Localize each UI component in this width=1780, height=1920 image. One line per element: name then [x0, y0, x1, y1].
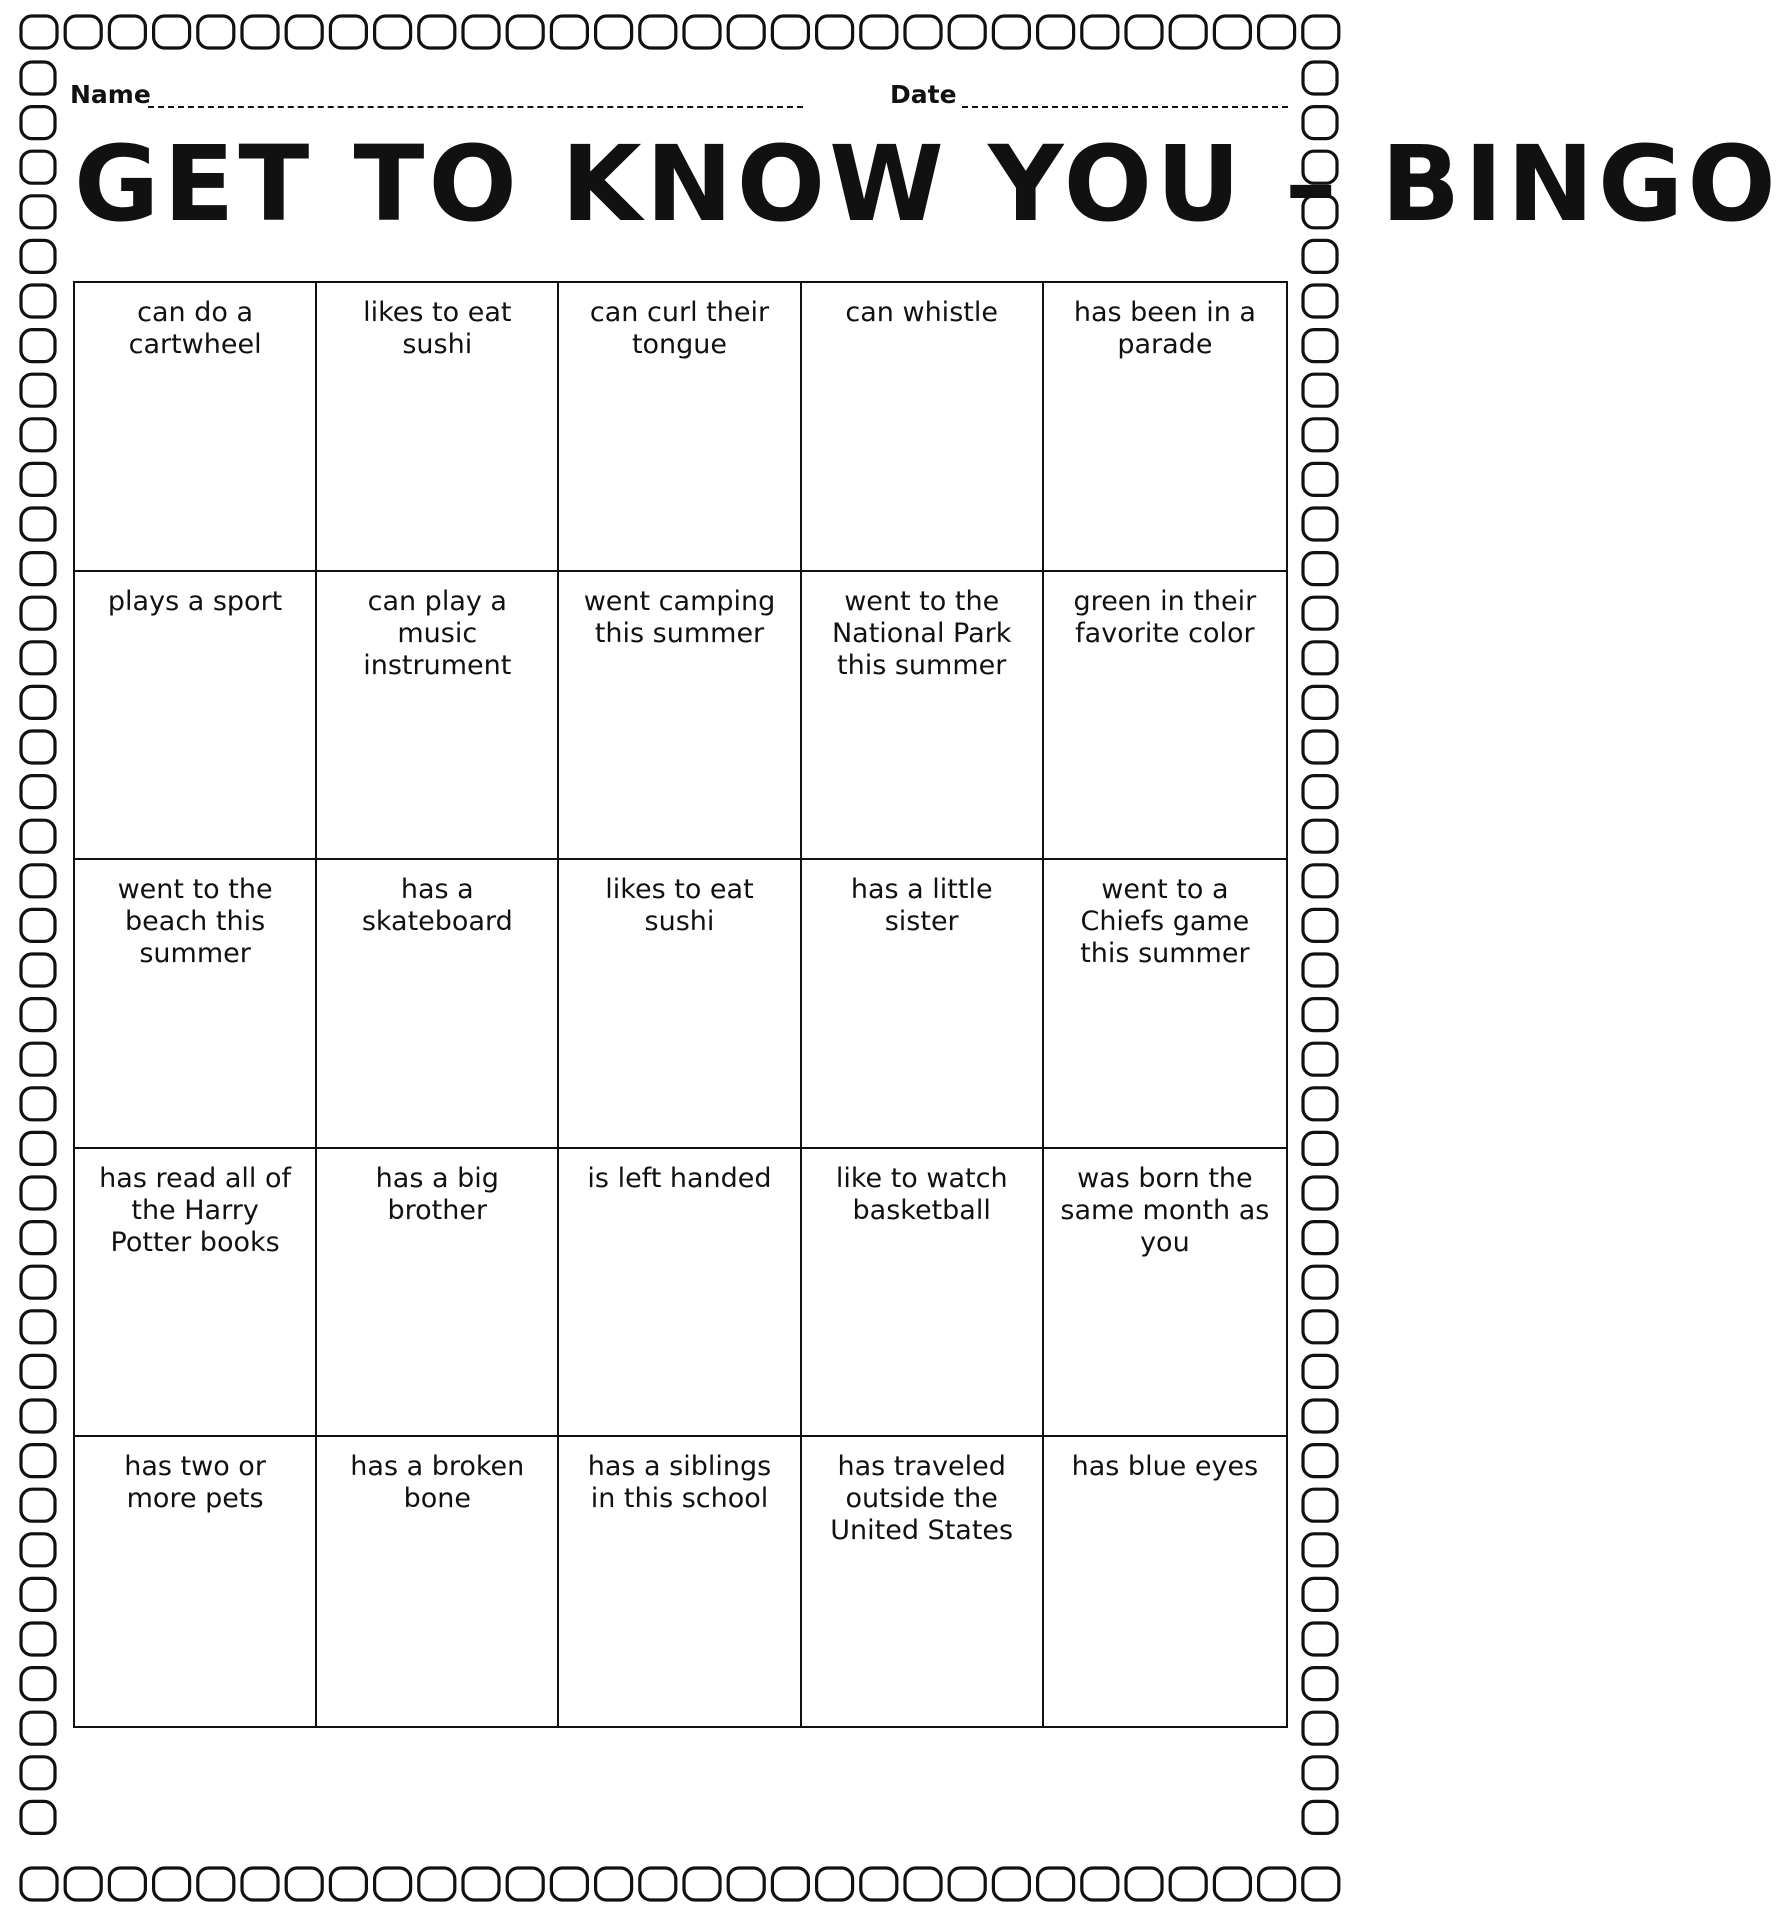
border-bubble	[1303, 1043, 1337, 1075]
border-bubble	[640, 16, 676, 48]
border-bubble	[1126, 16, 1162, 48]
border-bubble	[21, 508, 55, 540]
border-bubble	[1303, 285, 1337, 317]
bingo-cell[interactable]: has a siblings in this school	[559, 1437, 801, 1726]
border-bubble	[21, 776, 55, 808]
border-bubble	[1082, 1868, 1118, 1900]
border-bubble	[1303, 776, 1337, 808]
border-bubble	[21, 463, 55, 495]
border-bubble	[1303, 508, 1337, 540]
border-bubble	[817, 1868, 853, 1900]
border-bubble	[684, 16, 720, 48]
border-bubble	[640, 1868, 676, 1900]
border-bubble	[21, 1534, 55, 1566]
border-bubble	[375, 16, 411, 48]
border-bubble	[21, 151, 55, 183]
border-bubble	[1126, 1868, 1162, 1900]
border-bubble	[1303, 1534, 1337, 1566]
border-bubble	[21, 909, 55, 941]
bingo-cell[interactable]: was born the same month as you	[1044, 1149, 1286, 1438]
bingo-cell[interactable]: has two or more pets	[75, 1437, 317, 1726]
border-bubble	[993, 1868, 1029, 1900]
page-title: GET TO KNOW YOU – BINGO	[74, 123, 1780, 245]
border-bubble	[772, 1868, 808, 1900]
border-bubble	[728, 1868, 764, 1900]
border-bubble	[286, 1868, 322, 1900]
border-bubble	[1303, 62, 1337, 94]
border-bubble	[65, 16, 101, 48]
border-bubble	[21, 1489, 55, 1521]
border-bubble	[1038, 16, 1074, 48]
border-bubble	[21, 1712, 55, 1744]
border-bubble	[949, 1868, 985, 1900]
border-bubble	[861, 1868, 897, 1900]
border-bubble	[21, 330, 55, 362]
border-bubble	[1303, 865, 1337, 897]
bingo-cell[interactable]: has a big brother	[317, 1149, 559, 1438]
border-bubble	[1170, 1868, 1206, 1900]
border-bubble	[21, 196, 55, 228]
border-bubble	[1082, 16, 1118, 48]
border-bubble	[1303, 909, 1337, 941]
border-bubble	[772, 16, 808, 48]
border-bubble	[1303, 954, 1337, 986]
border-bubble	[21, 1311, 55, 1343]
border-bubble	[463, 1868, 499, 1900]
border-bubble	[21, 1400, 55, 1432]
border-bubble	[419, 16, 455, 48]
border-bubble	[21, 1355, 55, 1387]
border-bubble	[1303, 686, 1337, 718]
border-bubble	[21, 597, 55, 629]
border-bubble	[1170, 16, 1206, 48]
border-bubble	[817, 16, 853, 48]
bingo-cell[interactable]: like to watch basketball	[802, 1149, 1044, 1438]
border-bubble	[1303, 1712, 1337, 1744]
border-bubble	[1303, 1489, 1337, 1521]
border-bubble	[21, 1177, 55, 1209]
bingo-cell[interactable]: has been in a parade	[1044, 283, 1286, 572]
bingo-cell[interactable]: went to the National Park this summer	[802, 572, 1044, 861]
border-bubble	[65, 1868, 101, 1900]
border-bubble	[905, 16, 941, 48]
bingo-cell[interactable]: went to a Chiefs game this summer	[1044, 860, 1286, 1149]
border-bubble	[21, 16, 57, 48]
border-bubble	[154, 16, 190, 48]
border-bubble	[1259, 16, 1295, 48]
border-bubble	[684, 1868, 720, 1900]
border-bubble	[596, 1868, 632, 1900]
border-bubble	[905, 1868, 941, 1900]
border-bubble	[1303, 1578, 1337, 1610]
border-bubble	[330, 1868, 366, 1900]
border-bubble	[1303, 1868, 1339, 1900]
border-bubble	[1303, 999, 1337, 1031]
border-bubble	[1303, 1801, 1337, 1833]
bingo-cell[interactable]: has a broken bone	[317, 1437, 559, 1726]
border-bubble	[21, 1445, 55, 1477]
bingo-cell[interactable]: has blue eyes	[1071, 1451, 1259, 1483]
name-label: Name	[70, 80, 151, 109]
border-bubble	[949, 16, 985, 48]
border-bubble	[21, 419, 55, 451]
bingo-cell[interactable]: plays a sport	[75, 572, 317, 861]
border-bubble	[242, 1868, 278, 1900]
border-bubble	[1303, 1623, 1337, 1655]
border-bubble	[1303, 330, 1337, 362]
border-bubble	[507, 1868, 543, 1900]
border-bubble	[21, 1088, 55, 1120]
bingo-cell[interactable]: can do a cartwheel	[75, 283, 317, 572]
border-bubble	[109, 1868, 145, 1900]
border-bubble	[861, 16, 897, 48]
border-bubble	[21, 107, 55, 139]
border-bubble	[375, 1868, 411, 1900]
border-bubble	[1303, 1400, 1337, 1432]
border-bubble	[21, 686, 55, 718]
date-label: Date	[890, 80, 957, 109]
border-bubble	[21, 1668, 55, 1700]
border-bubble	[463, 16, 499, 48]
bingo-cell[interactable]: likes to eat sushi	[317, 283, 559, 572]
border-bubble	[1303, 642, 1337, 674]
border-bubble	[21, 999, 55, 1031]
border-bubble	[21, 553, 55, 585]
bingo-cell[interactable]: can whistle	[802, 283, 1044, 572]
bingo-cell[interactable]: is left handed	[559, 1149, 801, 1438]
bingo-grid	[73, 281, 1288, 1728]
border-bubble	[21, 240, 55, 272]
border-bubble	[1214, 1868, 1250, 1900]
border-bubble	[507, 16, 543, 48]
border-bubble	[551, 16, 587, 48]
border-bubble	[21, 865, 55, 897]
border-bubble	[21, 1801, 55, 1833]
bingo-cell[interactable]: has a skateboard	[317, 860, 559, 1149]
border-bubble	[21, 1868, 57, 1900]
border-bubble	[21, 62, 55, 94]
bingo-cell[interactable]: green in their favorite color	[1044, 572, 1286, 861]
border-bubble	[551, 1868, 587, 1900]
border-bubble	[21, 731, 55, 763]
border-bubble	[1303, 1132, 1337, 1164]
border-bubble	[21, 1266, 55, 1298]
border-bubble	[728, 16, 764, 48]
border-bubble	[1303, 553, 1337, 585]
border-bubble	[1303, 1177, 1337, 1209]
bingo-cell[interactable]: likes to eat sushi	[559, 860, 801, 1149]
border-bubble	[1303, 240, 1337, 272]
border-bubble	[286, 16, 322, 48]
border-bubble	[21, 1043, 55, 1075]
border-bubble	[1259, 1868, 1295, 1900]
border-bubble	[242, 16, 278, 48]
bingo-cell[interactable]: went to the beach this summer	[75, 860, 317, 1149]
border-bubble	[330, 16, 366, 48]
border-bubble	[21, 642, 55, 674]
border-bubble	[1303, 1757, 1337, 1789]
border-bubble	[21, 954, 55, 986]
bingo-cell[interactable]: has a little sister	[802, 860, 1044, 1149]
border-bubble	[596, 16, 632, 48]
border-bubble	[21, 1222, 55, 1254]
border-bubble	[1303, 731, 1337, 763]
border-bubble	[21, 1623, 55, 1655]
border-bubble	[993, 16, 1029, 48]
border-bubble	[154, 1868, 190, 1900]
border-bubble	[21, 285, 55, 317]
bingo-cell[interactable]: can play a music instrument	[317, 572, 559, 861]
name-input-line[interactable]	[148, 106, 803, 108]
border-bubble	[1303, 1266, 1337, 1298]
border-bubble	[1303, 1668, 1337, 1700]
border-bubble	[1214, 16, 1250, 48]
border-bubble	[1303, 1088, 1337, 1120]
border-bubble	[21, 1757, 55, 1789]
border-bubble	[1303, 597, 1337, 629]
border-bubble	[1303, 1311, 1337, 1343]
border-bubble	[1303, 463, 1337, 495]
bingo-cell[interactable]: can curl their tongue	[559, 283, 801, 572]
border-bubble	[21, 820, 55, 852]
border-bubble	[198, 1868, 234, 1900]
bingo-cell[interactable]: has read all of the Harry Potter books	[75, 1149, 317, 1438]
border-bubble	[21, 1578, 55, 1610]
date-input-line[interactable]	[962, 106, 1288, 108]
border-bubble	[1303, 374, 1337, 406]
border-bubble	[1303, 1222, 1337, 1254]
border-bubble	[21, 1132, 55, 1164]
border-bubble	[1303, 16, 1339, 48]
border-bubble	[198, 16, 234, 48]
border-bubble	[1303, 419, 1337, 451]
border-bubble	[1303, 820, 1337, 852]
bingo-cell[interactable]: has traveled outside the United States	[802, 1437, 1044, 1726]
border-bubble	[109, 16, 145, 48]
border-bubble	[1303, 1445, 1337, 1477]
border-bubble	[1038, 1868, 1074, 1900]
border-bubble	[419, 1868, 455, 1900]
border-bubble	[1303, 1355, 1337, 1387]
bingo-cell[interactable]: went camping this summer	[559, 572, 801, 861]
border-bubble	[21, 374, 55, 406]
